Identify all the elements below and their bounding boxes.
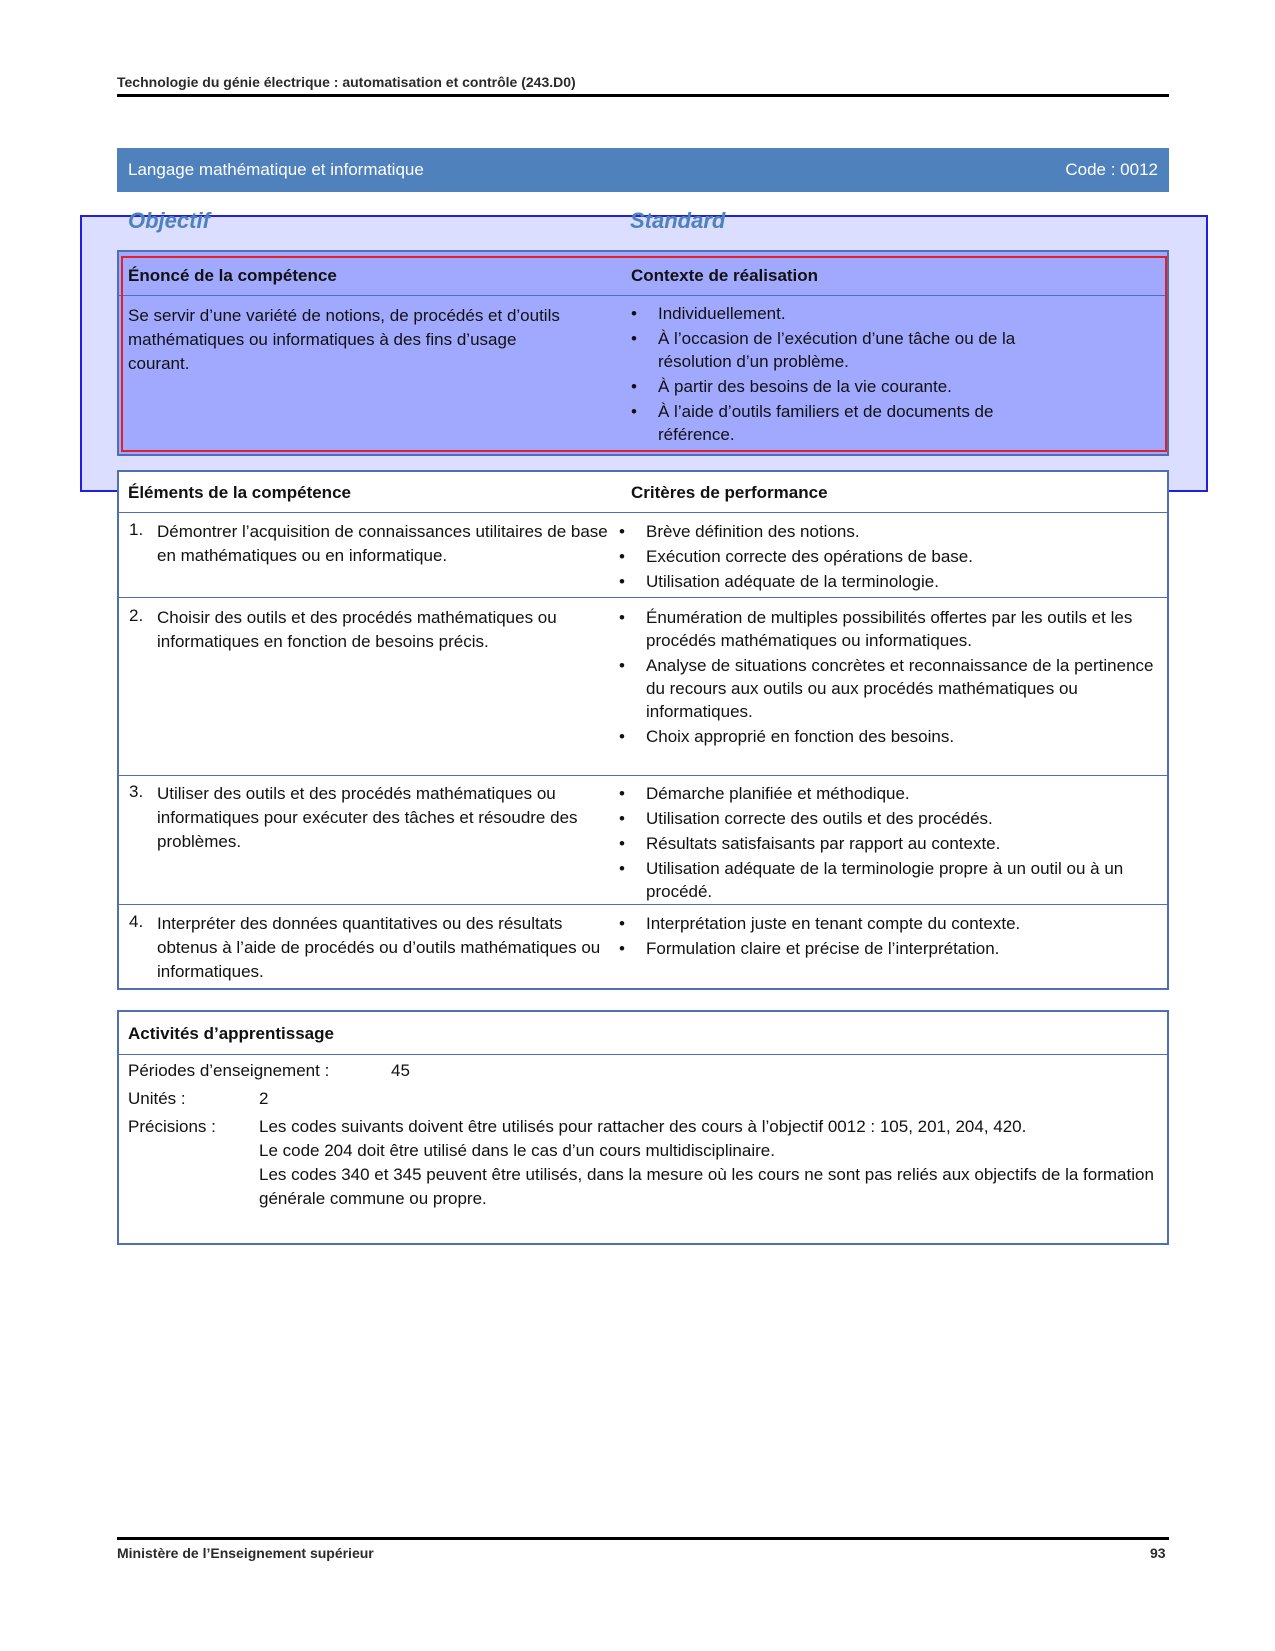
element-number: 3. <box>129 782 144 801</box>
precision-line: Les codes suivants doivent être utilisés pour rattacher des cours à l’objectif 0012 : 105, 201, 204, 420. <box>259 1117 1027 1136</box>
elements-box <box>117 470 1169 990</box>
criterion: • Choix approprié en fonction des besoins. <box>619 725 1159 748</box>
criterion: • Analyse de situations concrètes et reconnaissance de la pertinence du recours aux outils ou aux procédés mathématiques ou informatiques. <box>619 654 1159 723</box>
criterion: • Utilisation correcte des outils et des procédés. <box>619 807 1159 830</box>
page-number: 93 <box>1150 1545 1166 1561</box>
running-header: Technologie du génie électrique : automatisation et contrôle (243.D0) <box>117 74 576 90</box>
competence-statement: Se servir d’une variété de notions, de procédés et d’outils mathématiques ou informatiques à des fins d’usage courant. <box>128 306 560 373</box>
context-item: • Individuellement. <box>631 302 1071 325</box>
context-item: • À l’occasion de l’exécution d’une tâche ou de la résolution d’un problème. <box>631 327 1071 373</box>
criteria-list <box>619 520 1159 595</box>
course-title-bar <box>117 148 1169 192</box>
element-number: 2. <box>129 606 144 625</box>
periods-label: Périodes d’enseignement : <box>128 1061 330 1080</box>
criteria-list <box>619 912 1159 962</box>
elements-divider <box>119 512 1167 513</box>
criteria-heading: Critères de performance <box>631 483 828 502</box>
precision-line: Le code 204 doit être utilisé dans le cas d’un cours multidisciplinaire. <box>259 1141 775 1160</box>
criterion: • Brève définition des notions. <box>619 520 1159 543</box>
selection-outline <box>121 256 1167 452</box>
criterion: • Utilisation adéquate de la terminologie propre à un outil ou à un procédé. <box>619 857 1159 903</box>
row-divider <box>119 775 1167 776</box>
standard-label: Standard <box>630 208 726 233</box>
element-text: Choisir des outils et des procédés mathématiques ou informatiques en fonction de besoins précis. <box>157 608 557 651</box>
criterion: • Interprétation juste en tenant compte du contexte. <box>619 912 1159 935</box>
row-divider <box>119 904 1167 905</box>
activities-heading: Activités d’apprentissage <box>128 1024 334 1043</box>
activities-box <box>117 1010 1169 1245</box>
footer-rule <box>117 1537 1169 1540</box>
course-code: Code : 0012 <box>1065 160 1158 179</box>
criterion: • Énumération de multiples possibilités offertes par les outils et les procédés mathématiques ou informatiques. <box>619 606 1159 652</box>
element-number: 1. <box>129 520 144 539</box>
precision-line: Les codes 340 et 345 peuvent être utilisés, dans la mesure où les cours ne sont pas reliés aux objectifs de la formation générale commune ou propre. <box>259 1165 1154 1208</box>
criterion: • Exécution correcte des opérations de base. <box>619 545 1159 568</box>
precisions-label: Précisions : <box>128 1117 216 1136</box>
context-item: • À partir des besoins de la vie courante. <box>631 375 1071 398</box>
criterion: • Démarche planifiée et méthodique. <box>619 782 1159 805</box>
competence-heading: Énoncé de la compétence <box>128 266 337 285</box>
units-value: 2 <box>259 1089 269 1108</box>
criteria-list <box>619 606 1159 750</box>
context-item: • À l’aide d’outils familiers et de documents de référence. <box>631 400 1071 446</box>
precisions-block <box>259 1115 1154 1211</box>
objective-label: Objectif <box>128 208 210 233</box>
element-text: Interpréter des données quantitatives ou des résultats obtenus à l’aide de procédés ou d’outils mathématiques ou informatiques. <box>157 914 601 981</box>
criterion: • Utilisation adéquate de la terminologie. <box>619 570 1159 593</box>
units-label: Unités : <box>128 1089 186 1108</box>
activities-divider <box>119 1054 1167 1055</box>
elements-heading: Éléments de la compétence <box>128 483 351 502</box>
course-title: Langage mathématique et informatique <box>128 160 424 179</box>
header-rule <box>117 94 1169 97</box>
periods-value: 45 <box>391 1061 410 1080</box>
row-divider <box>119 597 1167 598</box>
criterion: • Résultats satisfaisants par rapport au contexte. <box>619 832 1159 855</box>
footer-ministry: Ministère de l’Enseignement supérieur <box>117 1545 374 1561</box>
element-text: Utiliser des outils et des procédés mathématiques ou informatiques pour exécuter des tâches et résoudre des problèmes. <box>157 784 578 851</box>
criterion: • Formulation claire et précise de l’interprétation. <box>619 937 1159 960</box>
element-number: 4. <box>129 912 144 931</box>
element-text: Démontrer l’acquisition de connaissances utilitaires de base en mathématiques ou en informatique. <box>157 522 608 565</box>
context-heading: Contexte de réalisation <box>631 266 819 285</box>
criteria-list <box>619 782 1159 905</box>
